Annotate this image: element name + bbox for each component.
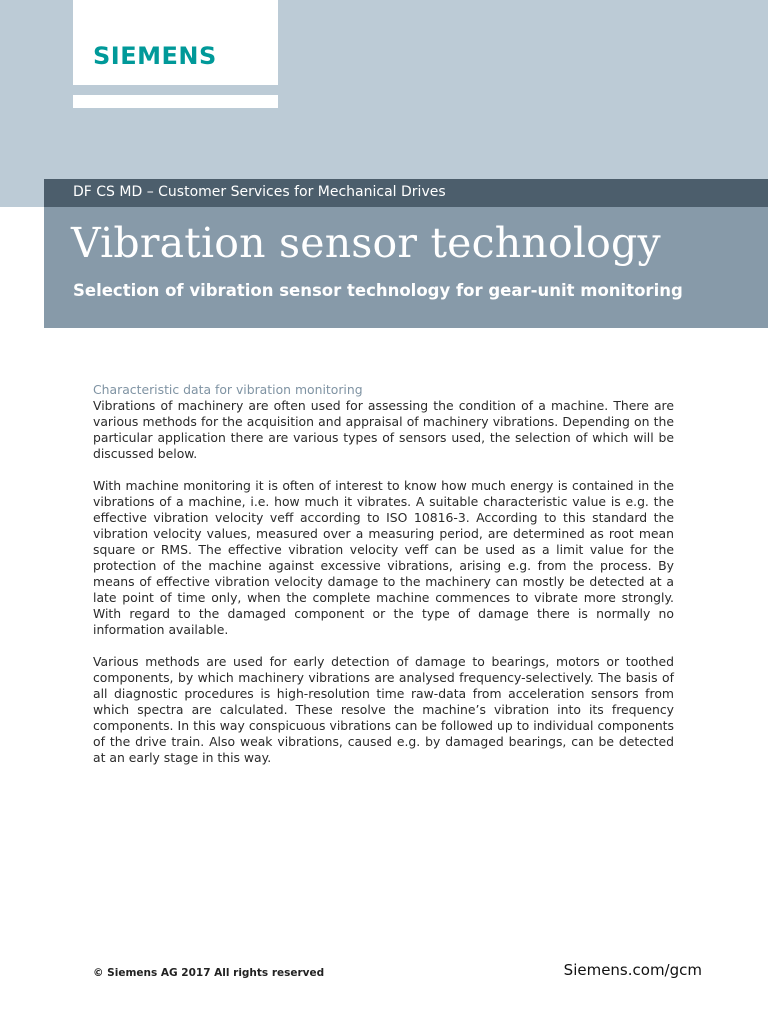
- page-subtitle: Selection of vibration sensor technology for gear-unit monitoring: [73, 281, 683, 300]
- logo-divider: [73, 95, 278, 108]
- website-link[interactable]: Siemens.com/gcm: [563, 961, 702, 979]
- page-title: Vibration sensor technology: [71, 219, 661, 267]
- document-body: [93, 382, 674, 782]
- siemens-logo: SIEMENS: [93, 42, 217, 70]
- section-heading: Characteristic data for vibration monitoring: [93, 382, 363, 397]
- department-bar: [44, 179, 768, 207]
- title-band: [44, 207, 768, 328]
- logo-box: [73, 0, 278, 85]
- department-label: DF CS MD – Customer Services for Mechanical Drives: [73, 184, 446, 200]
- paragraph: Vibrations of machinery are often used for assessing the condition of a machine. There are various methods for the acquisition and appraisal of machinery vibrations. Depending on the particular application there are various types of sensors used, the selection of which will be discussed below.: [93, 398, 674, 461]
- paragraph: With machine monitoring it is often of interest to know how much energy is contained in the vibrations of a machine, i.e. how much it vibrates. A suitable characteristic value is e.g. the effective vibration velocity veff according to ISO 10816-3. According to this standard the vibration velocity values, measured over a measuring period, are determined as root mean square or RMS. The effective vibration velocity veff can be used as a limit value for the protection of the machine against excessive vibrations, arising e.g. from the process. By means of effective vibration velocity damage to the machinery can mostly be detected at a late point of time only, when the complete machine commences to vibrate more strongly. With regard to the damaged component or the type of damage there is normally no information available.: [93, 478, 674, 637]
- copyright-notice: © Siemens AG 2017 All rights reserved: [93, 967, 325, 979]
- paragraph: Various methods are used for early detection of damage to bearings, motors or toothed components, by which machinery vibrations are analysed frequency-selectively. The basis of all diagnostic procedures is high-resolution time raw-data from acceleration sensors from which spectra are calculated. These resolve the machine’s vibration into its frequency components. In this way conspicuous vibrations can be followed up to individual components of the drive train. Also weak vibrations, caused e.g. by damaged bearings, can be detected at an early stage in this way.: [93, 654, 674, 765]
